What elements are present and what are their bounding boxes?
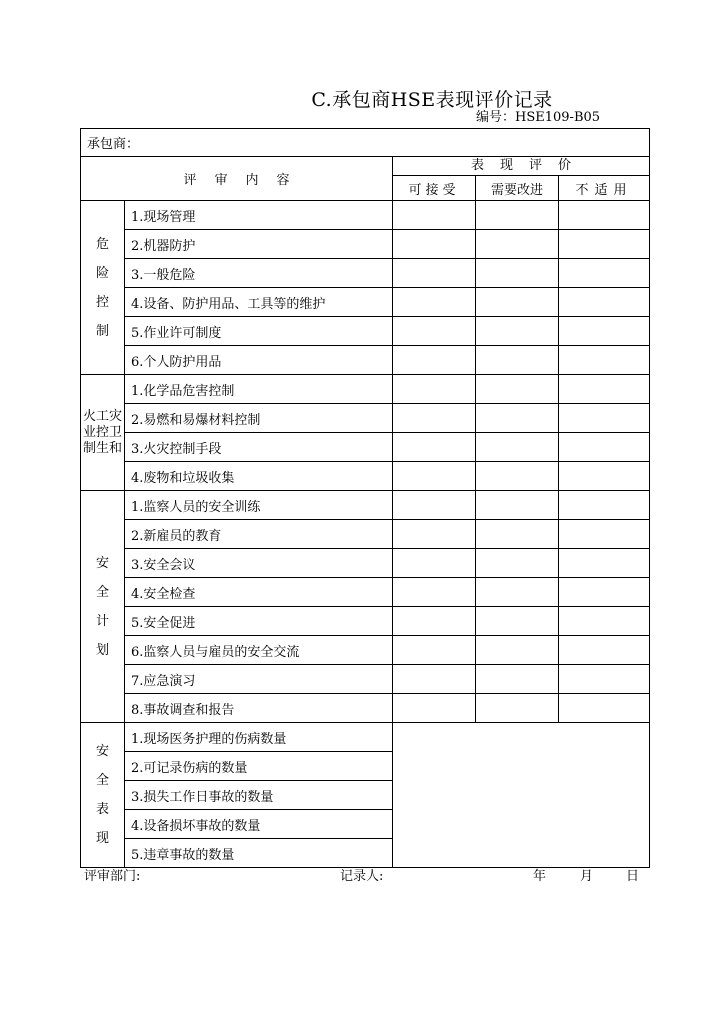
acceptable-cell[interactable] <box>393 288 476 317</box>
acceptable-cell[interactable] <box>393 665 476 694</box>
criteria-item: 4.设备、防护用品、工具等的维护 <box>125 288 393 317</box>
acceptable-cell[interactable] <box>393 346 476 375</box>
needs-improvement-cell[interactable] <box>476 346 559 375</box>
criteria-item: 1.监察人员的安全训练 <box>125 491 393 520</box>
needs-improvement-cell[interactable] <box>476 375 559 404</box>
acceptable-cell[interactable] <box>393 491 476 520</box>
criteria-item: 5.作业许可制度 <box>125 317 393 346</box>
acceptable-cell[interactable] <box>393 607 476 636</box>
not-applicable-cell[interactable] <box>559 578 650 607</box>
needs-improvement-cell[interactable] <box>476 259 559 288</box>
not-applicable-cell[interactable] <box>559 317 650 346</box>
needs-improvement-cell[interactable] <box>476 549 559 578</box>
not-applicable-cell[interactable] <box>559 462 650 491</box>
not-applicable-cell[interactable] <box>559 694 650 723</box>
acceptable-cell[interactable] <box>393 404 476 433</box>
review-content-header: 评审内容 <box>81 157 393 201</box>
category-label: 危险控制 <box>95 236 109 339</box>
criteria-item: 1.现场管理 <box>125 201 393 230</box>
contractor-field[interactable]: 承包商： <box>81 129 650 157</box>
needs-improvement-cell[interactable] <box>476 665 559 694</box>
criteria-item: 2.可记录伤病的数量 <box>125 752 393 781</box>
criteria-item: 2.新雇员的教育 <box>125 520 393 549</box>
criteria-item: 2.易燃和易爆材料控制 <box>125 404 393 433</box>
month-label: 月 <box>580 869 594 884</box>
not-applicable-cell[interactable] <box>559 230 650 259</box>
needs-improvement-cell[interactable] <box>476 694 559 723</box>
table-row <box>81 288 650 317</box>
table-row <box>81 694 650 723</box>
acceptable-cell[interactable] <box>393 578 476 607</box>
category-cell <box>81 491 125 723</box>
acceptable-cell[interactable] <box>393 201 476 230</box>
criteria-item: 1.化学品危害控制 <box>125 375 393 404</box>
not-applicable-cell[interactable] <box>559 665 650 694</box>
not-applicable-cell[interactable] <box>559 259 650 288</box>
category-label-line: 火工 <box>82 408 109 424</box>
needs-improvement-cell[interactable] <box>476 462 559 491</box>
category-cell <box>81 723 125 868</box>
criteria-item: 1.现场医务护理的伤病数量 <box>125 723 393 752</box>
page-title: C.承包商HSE表现评价记录 <box>311 89 553 111</box>
category-label: 安全表现 <box>95 744 109 846</box>
table-row <box>81 520 650 549</box>
not-applicable-cell[interactable] <box>559 201 650 230</box>
table-row <box>81 665 650 694</box>
not-applicable-cell[interactable] <box>559 404 650 433</box>
needs-improvement-cell[interactable] <box>476 607 559 636</box>
criteria-item: 5.安全促进 <box>125 607 393 636</box>
criteria-item: 8.事故调查和报告 <box>125 694 393 723</box>
table-row <box>81 375 650 404</box>
acceptable-cell[interactable] <box>393 375 476 404</box>
table-row <box>81 259 650 288</box>
needs-improvement-cell[interactable] <box>476 578 559 607</box>
acceptable-cell[interactable] <box>393 230 476 259</box>
acceptable-cell[interactable] <box>393 317 476 346</box>
not-applicable-cell[interactable] <box>559 607 650 636</box>
criteria-item: 3.安全会议 <box>125 549 393 578</box>
category-label: 安全计划 <box>95 555 109 658</box>
needs-improvement-cell[interactable] <box>476 317 559 346</box>
review-dept-label: 评审部门: <box>84 869 141 884</box>
needs-improvement-cell[interactable] <box>476 404 559 433</box>
category-cell <box>81 201 125 375</box>
category-label-line: 灾业 <box>82 408 123 440</box>
table-row <box>81 636 650 665</box>
criteria-item: 4.废物和垃圾收集 <box>125 462 393 491</box>
not-applicable-cell[interactable] <box>559 288 650 317</box>
table-row <box>81 723 650 752</box>
not-applicable-cell[interactable] <box>559 375 650 404</box>
not-applicable-cell[interactable] <box>559 346 650 375</box>
acceptable-cell[interactable] <box>393 520 476 549</box>
not-applicable-cell[interactable] <box>559 433 650 462</box>
day-label: 日 <box>626 869 640 884</box>
evaluation-table <box>80 128 650 868</box>
criteria-item: 5.违章事故的数量 <box>125 839 393 868</box>
table-row <box>81 201 650 230</box>
criteria-item: 2.机器防护 <box>125 230 393 259</box>
table-row <box>81 549 650 578</box>
criteria-item: 7.应急演习 <box>125 665 393 694</box>
acceptable-column-header: 可接受 <box>393 176 476 201</box>
criteria-item: 4.安全检查 <box>125 578 393 607</box>
recorder-label: 记录人: <box>340 869 384 884</box>
acceptable-cell[interactable] <box>393 636 476 665</box>
not-applicable-cell[interactable] <box>559 520 650 549</box>
merged-evaluation-cell[interactable] <box>393 723 650 868</box>
category-cell <box>81 375 125 491</box>
needs-improvement-column-header: 需要改进 <box>476 176 559 201</box>
not-applicable-cell[interactable] <box>559 491 650 520</box>
needs-improvement-cell[interactable] <box>476 433 559 462</box>
table-row <box>81 230 650 259</box>
table-row <box>81 433 650 462</box>
category-label-line: 制生 <box>82 440 109 456</box>
document-number: 编号：HSE109-B05 <box>476 110 601 125</box>
criteria-item: 3.损失工作日事故的数量 <box>125 781 393 810</box>
year-label: 年 <box>533 869 547 884</box>
not-applicable-cell[interactable] <box>559 549 650 578</box>
needs-improvement-cell[interactable] <box>476 201 559 230</box>
acceptable-cell[interactable] <box>393 549 476 578</box>
acceptable-cell[interactable] <box>393 259 476 288</box>
criteria-item: 3.一般危险 <box>125 259 393 288</box>
needs-improvement-cell[interactable] <box>476 491 559 520</box>
criteria-item: 3.火灾控制手段 <box>125 433 393 462</box>
category-label-line: 和 <box>109 440 123 456</box>
category-label-line: 控卫 <box>96 424 123 440</box>
acceptable-cell[interactable] <box>393 694 476 723</box>
table-row <box>81 346 650 375</box>
table-row <box>81 491 650 520</box>
table-row <box>81 578 650 607</box>
table-row <box>81 462 650 491</box>
table-row <box>81 317 650 346</box>
criteria-item: 6.个人防护用品 <box>125 346 393 375</box>
needs-improvement-cell[interactable] <box>476 520 559 549</box>
not-applicable-cell[interactable] <box>559 636 650 665</box>
criteria-item: 4.设备损坏事故的数量 <box>125 810 393 839</box>
needs-improvement-cell[interactable] <box>476 230 559 259</box>
table-row <box>81 404 650 433</box>
evaluation-header: 表现评价 <box>393 157 650 176</box>
not-applicable-column-header: 不适用 <box>559 176 650 201</box>
criteria-item: 6.监察人员与雇员的安全交流 <box>125 636 393 665</box>
acceptable-cell[interactable] <box>393 433 476 462</box>
needs-improvement-cell[interactable] <box>476 288 559 317</box>
table-row <box>81 607 650 636</box>
acceptable-cell[interactable] <box>393 462 476 491</box>
needs-improvement-cell[interactable] <box>476 636 559 665</box>
